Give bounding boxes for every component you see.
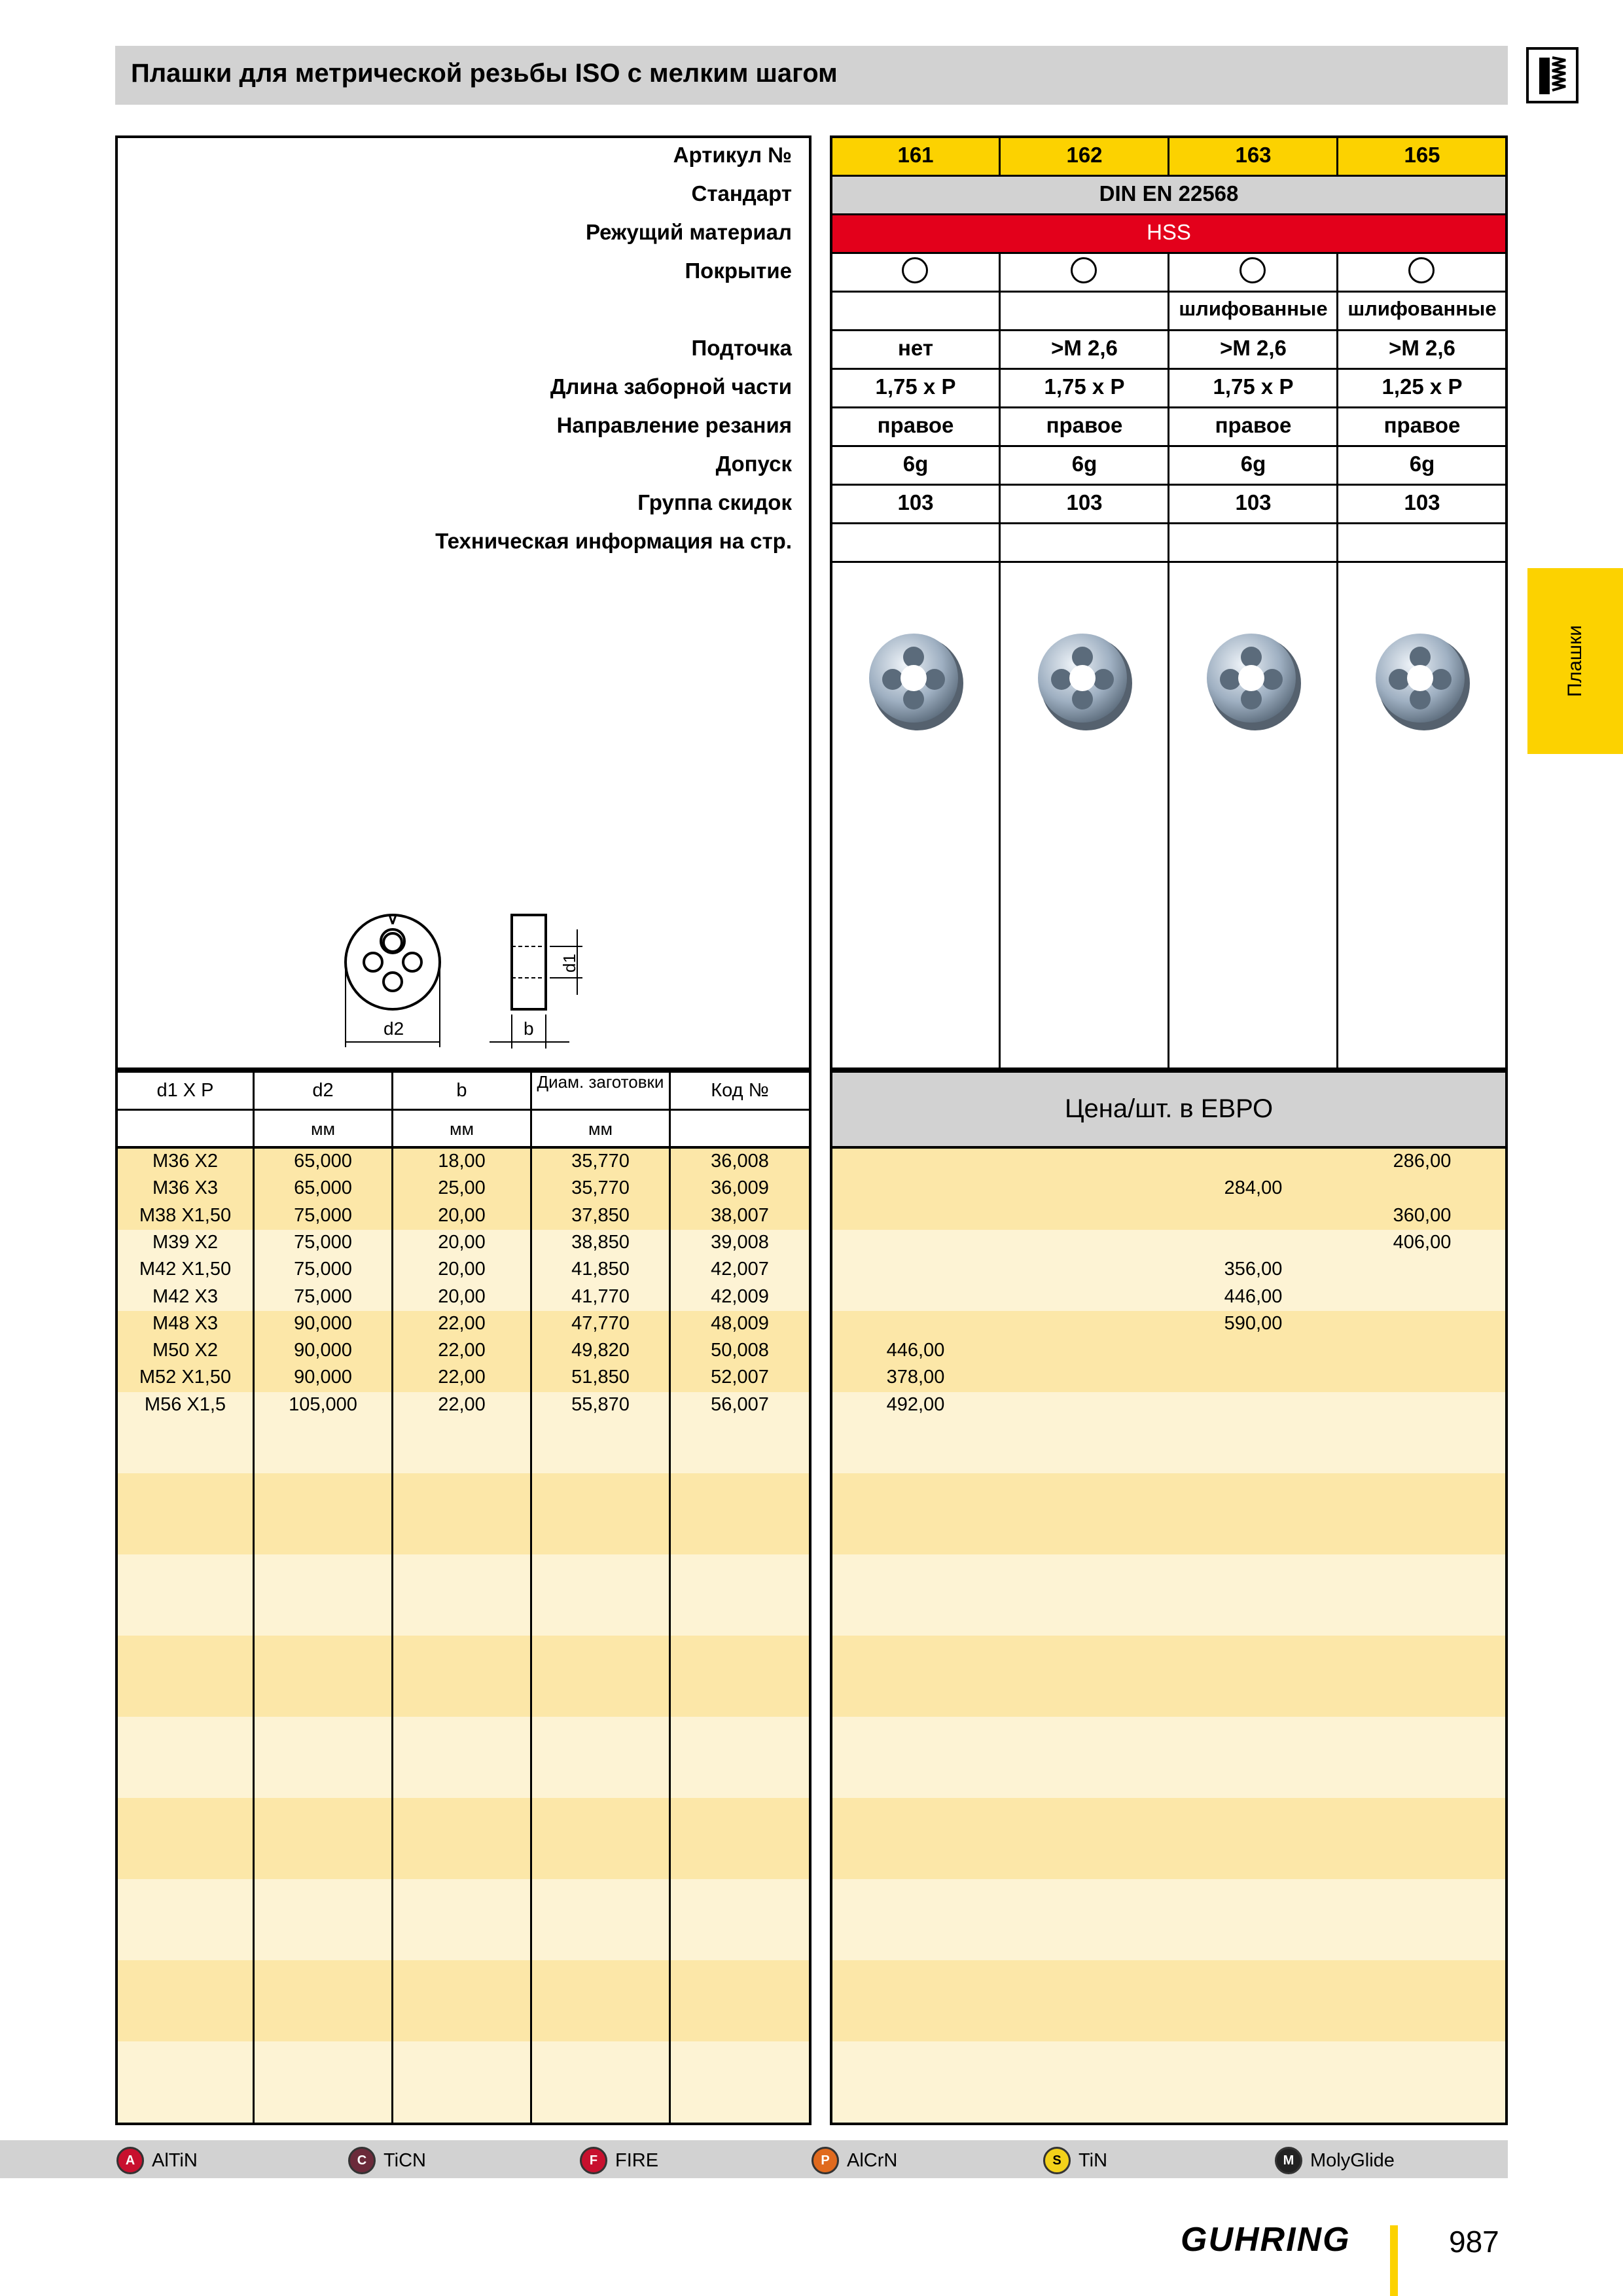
cell-d1p: M36 X3	[152, 1177, 218, 1199]
lead-163: 1,75 x P	[1213, 374, 1294, 399]
die-product-image	[1035, 627, 1133, 733]
coating-label: AlTiN	[152, 2149, 198, 2171]
coating-legend-item	[1043, 2147, 1107, 2174]
finish-165: шлифованные	[1347, 297, 1497, 320]
material-value: HSS	[1147, 220, 1191, 244]
cell-d2: 105,000	[289, 1393, 357, 1415]
spec-label-techinfo: Техническая информация на стр.	[435, 529, 792, 553]
spec-label-discount: Группа скидок	[637, 490, 792, 514]
lead-165: 1,25 x P	[1382, 374, 1463, 399]
cell-code: 42,009	[711, 1285, 769, 1307]
uncoated-icon	[902, 257, 928, 283]
cell-blank: 47,770	[571, 1312, 630, 1334]
article-162: 162	[1066, 143, 1103, 167]
coating-label: FIRE	[615, 2149, 659, 2171]
side-tab-label: Плашки	[1564, 625, 1586, 697]
cell-b: 18,00	[438, 1151, 486, 1172]
spec-label-material: Режущий материал	[585, 220, 792, 244]
spec-label-direction: Направление резания	[556, 413, 792, 437]
cell-b: 20,00	[438, 1285, 486, 1307]
spec-label-lead: Длина заборной части	[550, 374, 792, 399]
coating-badge-icon: P	[812, 2147, 839, 2174]
cell-d2: 90,000	[294, 1340, 352, 1361]
chamfer-162: >M 2,6	[1051, 336, 1118, 360]
cell-d2: 65,000	[294, 1151, 352, 1172]
cell-p161: 378,00	[886, 1367, 945, 1388]
cell-d1p: M38 X1,50	[139, 1204, 232, 1226]
cell-code: 48,009	[711, 1312, 769, 1334]
coating-legend-item	[116, 2147, 198, 2174]
cell-b: 22,00	[438, 1312, 486, 1334]
cell-b: 22,00	[438, 1367, 486, 1388]
cell-blank: 38,850	[571, 1231, 630, 1253]
tolerance-162: 6g	[1071, 452, 1097, 476]
cell-d2: 75,000	[294, 1285, 352, 1307]
cell-p165: 360,00	[1393, 1204, 1452, 1226]
cell-d1p: M39 X2	[152, 1231, 218, 1253]
coating-label: TiCN	[383, 2149, 426, 2171]
drawing-label-d1: d1	[559, 954, 579, 973]
direction-161: правое	[877, 413, 954, 437]
chamfer-163: >M 2,6	[1220, 336, 1287, 360]
cell-p165: 406,00	[1393, 1231, 1452, 1253]
article-163: 163	[1235, 143, 1272, 167]
article-161: 161	[897, 143, 934, 167]
cell-code: 52,007	[711, 1367, 769, 1388]
tolerance-165: 6g	[1409, 452, 1435, 476]
cell-b: 22,00	[438, 1393, 486, 1415]
cell-d1p: M50 X2	[152, 1340, 218, 1361]
direction-163: правое	[1215, 413, 1292, 437]
cell-p163: 590,00	[1224, 1312, 1283, 1334]
cell-d2: 90,000	[294, 1367, 352, 1388]
unit-b: мм	[449, 1119, 474, 1139]
cell-code: 42,007	[711, 1259, 769, 1280]
brand-logo: GUHRING	[1181, 2221, 1351, 2259]
coating-label: AlCrN	[847, 2149, 898, 2171]
cell-d1p: M36 X2	[152, 1151, 218, 1172]
discount-163: 103	[1235, 490, 1272, 514]
cell-d1p: M56 X1,5	[144, 1393, 226, 1415]
cell-b: 20,00	[438, 1231, 486, 1253]
cell-code: 36,009	[711, 1177, 769, 1199]
col-header-d1p: d1 X P	[156, 1080, 214, 1101]
cell-blank: 41,770	[571, 1285, 630, 1307]
spec-label-tolerance: Допуск	[715, 452, 792, 476]
die-product-image	[1373, 627, 1471, 733]
standard-value: DIN EN 22568	[1099, 181, 1239, 206]
cell-d2: 65,000	[294, 1177, 352, 1199]
cell-blank: 49,820	[571, 1340, 630, 1361]
cell-d2: 75,000	[294, 1204, 352, 1226]
cell-p163: 284,00	[1224, 1177, 1283, 1199]
side-tab[interactable]	[1527, 568, 1623, 754]
cell-p163: 356,00	[1224, 1259, 1283, 1280]
unit-d2: мм	[310, 1119, 336, 1139]
cell-p163: 446,00	[1224, 1285, 1283, 1307]
cell-b: 25,00	[438, 1177, 486, 1199]
coating-legend-item	[348, 2147, 426, 2174]
direction-162: правое	[1046, 413, 1123, 437]
tolerance-161: 6g	[902, 452, 929, 476]
cell-b: 22,00	[438, 1340, 486, 1361]
finish-163: шлифованные	[1179, 297, 1328, 320]
cell-d1p: M52 X1,50	[139, 1367, 232, 1388]
article-165: 165	[1404, 143, 1440, 167]
lead-162: 1,75 x P	[1044, 374, 1125, 399]
cell-code: 36,008	[711, 1151, 769, 1172]
cell-code: 50,008	[711, 1340, 769, 1361]
spec-label-standard: Стандарт	[691, 181, 792, 206]
cell-blank: 37,850	[571, 1204, 630, 1226]
coating-badge-icon: F	[580, 2147, 607, 2174]
cell-d2: 75,000	[294, 1259, 352, 1280]
die-product-image	[1204, 627, 1302, 733]
page-number: 987	[1449, 2225, 1499, 2259]
cell-blank: 41,850	[571, 1259, 630, 1280]
spec-label-chamfer: Подточка	[691, 336, 792, 360]
cell-b: 20,00	[438, 1204, 486, 1226]
coating-label: TiN	[1079, 2149, 1108, 2171]
dimensions-table	[115, 1070, 812, 2125]
cell-blank: 55,870	[571, 1393, 630, 1415]
col-header-d2: d2	[312, 1080, 334, 1101]
discount-162: 103	[1066, 490, 1103, 514]
thread-die-icon	[1525, 46, 1580, 105]
unit-blank: мм	[588, 1119, 613, 1139]
drawing-label-d2: d2	[383, 1018, 404, 1039]
discount-161: 103	[897, 490, 934, 514]
spec-label-coating: Покрытие	[685, 259, 792, 283]
spec-label-article: Артикул №	[673, 143, 792, 167]
cell-d1p: M42 X1,50	[139, 1259, 232, 1280]
chamfer-161: нет	[897, 336, 933, 360]
uncoated-icon	[1240, 257, 1266, 283]
die-technical-drawing	[327, 903, 602, 1054]
cell-d1p: M42 X3	[152, 1285, 218, 1307]
die-product-image	[866, 627, 965, 733]
cell-d2: 90,000	[294, 1312, 352, 1334]
col-header-blank: Диам. заготовки	[537, 1072, 664, 1092]
coating-legend-item	[812, 2147, 897, 2174]
coating-badge-icon: C	[348, 2147, 376, 2174]
price-table	[830, 1070, 1508, 2125]
page-title: Плашки для метрической резьбы ISO с мелким шагом	[131, 59, 838, 88]
coating-legend-item	[580, 2147, 658, 2174]
cell-blank: 35,770	[571, 1151, 630, 1172]
cell-p165: 286,00	[1393, 1151, 1452, 1172]
drawing-label-b: b	[524, 1018, 534, 1039]
direction-165: правое	[1383, 413, 1461, 437]
col-header-code: Код №	[711, 1080, 769, 1101]
tolerance-163: 6g	[1240, 452, 1266, 476]
uncoated-icon	[1408, 257, 1435, 283]
cell-code: 56,007	[711, 1393, 769, 1415]
discount-165: 103	[1404, 490, 1440, 514]
cell-code: 38,007	[711, 1204, 769, 1226]
cell-p161: 492,00	[886, 1393, 945, 1415]
uncoated-icon	[1071, 257, 1097, 283]
coating-badge-icon: A	[116, 2147, 144, 2174]
cell-blank: 51,850	[571, 1367, 630, 1388]
cell-code: 39,008	[711, 1231, 769, 1253]
coating-badge-icon: S	[1043, 2147, 1071, 2174]
price-header: Цена/шт. в ЕВРО	[1064, 1094, 1274, 1123]
cell-d1p: M48 X3	[152, 1312, 218, 1334]
cell-p161: 446,00	[886, 1340, 945, 1361]
coating-badge-icon: M	[1275, 2147, 1302, 2174]
coating-legend-item	[1275, 2147, 1395, 2174]
chamfer-165: >M 2,6	[1389, 336, 1455, 360]
coating-label: MolyGlide	[1310, 2149, 1395, 2171]
cell-b: 20,00	[438, 1259, 486, 1280]
cell-blank: 35,770	[571, 1177, 630, 1199]
brand-accent-bar	[1390, 2225, 1398, 2296]
cell-d2: 75,000	[294, 1231, 352, 1253]
lead-161: 1,75 x P	[875, 374, 956, 399]
col-header-b: b	[456, 1080, 467, 1101]
